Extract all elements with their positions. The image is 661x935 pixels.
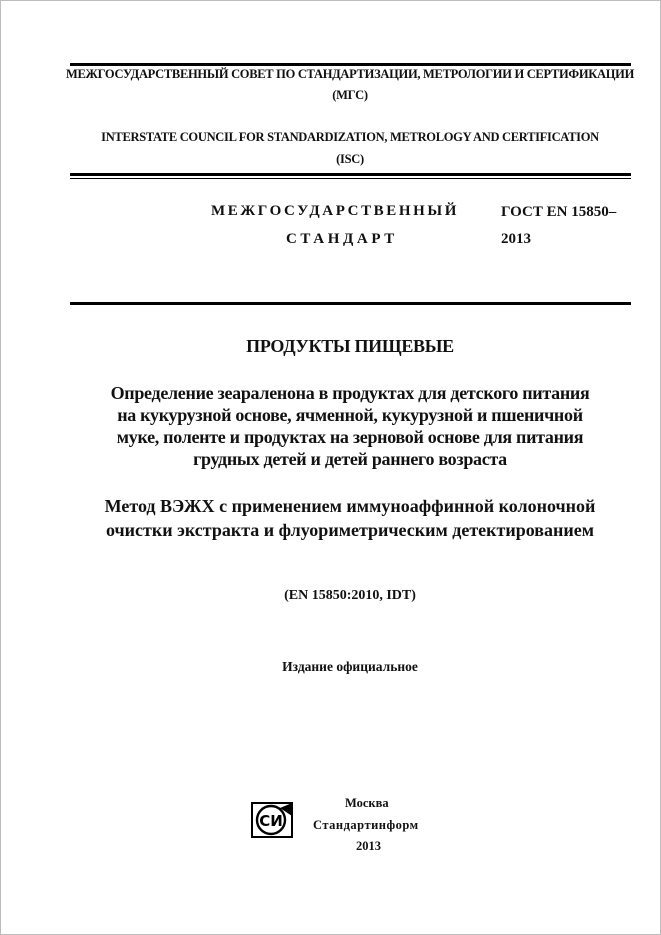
council-name-ru: МЕЖГОСУДАРСТВЕННЫЙ СОВЕТ ПО СТАНДАРТИЗАЦИИ, МЕТРОЛОГИИ И СЕРТИФИКАЦИИ: [65, 67, 635, 81]
logo-text: СИ: [259, 812, 283, 830]
header-rule-thick: [70, 173, 631, 176]
method-title: [60, 494, 640, 542]
imprint-year: 2013: [356, 839, 381, 853]
top-rule: [70, 63, 631, 66]
subtitle-line: на кукурузной основе, ячменной, кукурузной и пшеничной: [117, 405, 583, 425]
imprint-publisher: Стандартинформ: [313, 818, 419, 832]
document-title: ПРОДУКТЫ ПИЩЕВЫЕ: [246, 336, 454, 356]
council-abbr-en: (ISC): [336, 152, 364, 166]
standard-type-line1: МЕЖГОСУДАРСТВЕННЫЙ: [211, 203, 460, 219]
standard-number-line2: 2013: [501, 231, 531, 247]
standartinform-logo-icon: [251, 802, 293, 838]
subtitle-line: Определение зеараленона в продуктах для детского питания: [110, 383, 590, 403]
method-line: Метод ВЭЖХ с применением иммуноаффинной колоночной: [104, 496, 596, 516]
subtitle-line: муке, поленте и продуктах на зерновой основе для питания: [116, 427, 584, 447]
subtitle-line: грудных детей и детей раннего возраста: [193, 449, 507, 469]
method-line: очистки экстракта и флуориметрическим детектированием: [105, 520, 595, 540]
standard-number-line1: ГОСТ EN 15850–: [501, 204, 617, 220]
document-subtitle: [60, 382, 640, 470]
separator-rule: [70, 302, 631, 305]
imprint-city: Москва: [345, 796, 389, 810]
equivalence-note: (EN 15850:2010, IDT): [284, 588, 416, 603]
council-abbr-ru: (МГС): [332, 88, 368, 102]
header-rule-thin: [70, 178, 631, 179]
standard-type-line2: СТАНДАРТ: [286, 231, 398, 247]
council-name-en: INTERSTATE COUNCIL FOR STANDARDIZATION, METROLOGY AND CERTIFICATION: [101, 130, 599, 144]
edition-note: Издание официальное: [282, 659, 418, 674]
